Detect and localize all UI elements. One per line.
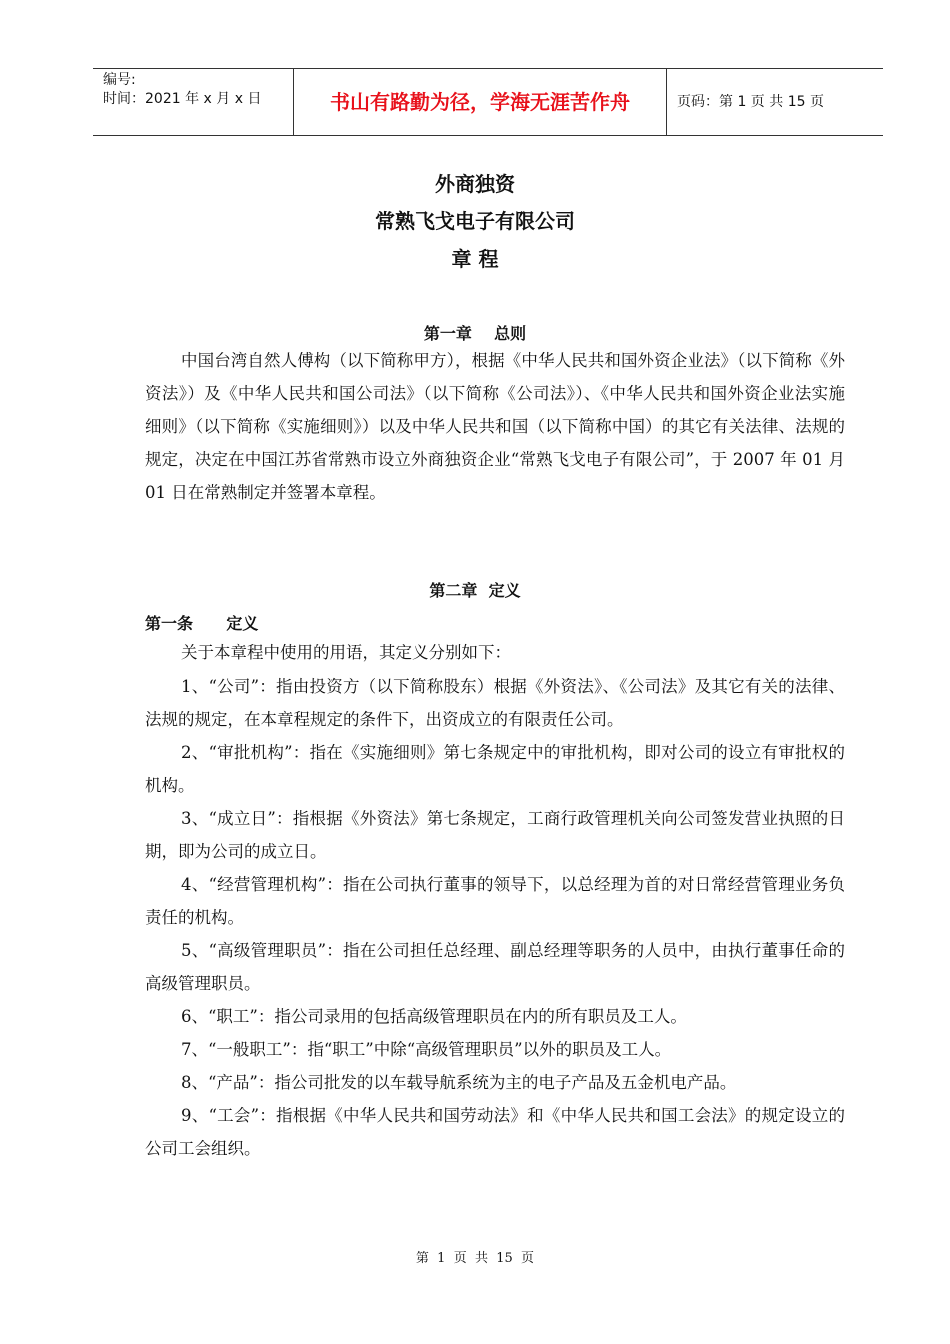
- chapter1-paragraph: 中国台湾自然人傅构（以下简称甲方），根据《中华人民共和国外资企业法》（以下简称《外资法》）及《中华人民共和国公司法》（以下简称《公司法》）、《中华人民共和国外资企业法实施细则》（以下简称《实施细则》）以及中华人民共和国（以下简称中国）的其它有关法律、法规的规定，决定在中国江苏省常熟市设立外商独资企业“常熟飞戈电子有限公司”，于 2007 年 01 月 01 日在常熟制定并签署本章程。: [145, 351, 845, 502]
- header-page-label: 页码：第 1 页 共 15 页: [677, 94, 824, 110]
- definition-item: 3、“成立日”：指根据《外资法》第七条规定，工商行政管理机关向公司签发营业执照的日期，即为公司的成立日。: [145, 809, 845, 861]
- title-line-3: 章 程: [451, 247, 499, 271]
- definition-item: 2、“审批机构”：指在《实施细则》第七条规定中的审批机构，即对公司的设立有审批权的机构。: [145, 743, 845, 795]
- chapter2-heading: 第二章 定义: [429, 581, 521, 600]
- definitions-intro: 关于本章程中使用的用语，其定义分别如下：: [181, 643, 511, 662]
- definition-item: 7、“一般职工”：指“职工”中除“高级管理职员”以外的职员及工人。: [181, 1040, 672, 1059]
- definition-item: 8、“产品”：指公司批发的以车载导航系统为主的电子产品及五金机电产品。: [181, 1073, 737, 1092]
- chapter1-heading: 第一章 总则: [423, 324, 527, 343]
- definition-item: 6、“职工”：指公司录用的包括高级管理职员在内的所有职员及工人。: [181, 1007, 687, 1026]
- definition-item: 4、“经营管理机构”：指在公司执行董事的领导下，以总经理为首的对日常经营管理业务负责任的机构。: [145, 875, 845, 927]
- number-label: 编号:: [103, 72, 136, 88]
- document-header: [93, 68, 883, 136]
- time-label: 时间：2021 年 x 月 x 日: [103, 91, 262, 107]
- header-meta: [93, 69, 294, 135]
- definition-item: 1、“公司”：指由投资方（以下简称股东）根据《外资法》、《公司法》及其它有关的法律、法规的规定，在本章程规定的条件下，出资成立的有限责任公司。: [145, 677, 845, 729]
- article-1-heading: 第一条 定义: [145, 614, 259, 633]
- page-footer: 第 1 页 共 15 页: [415, 1251, 535, 1266]
- title-line-1: 外商独资: [435, 172, 515, 196]
- definition-item: 5、“高级管理职员”：指在公司担任总经理、副总经理等职务的人员中，由执行董事任命的高级管理职员。: [145, 941, 845, 993]
- definition-item: 9、“工会”：指根据《中华人民共和国劳动法》和《中华人民共和国工会法》的规定设立的公司工会组织。: [145, 1106, 845, 1158]
- header-motto: 书山有路勤为径，学海无涯苦作舟: [294, 69, 667, 135]
- title-line-2: 常熟飞戈电子有限公司: [375, 209, 575, 233]
